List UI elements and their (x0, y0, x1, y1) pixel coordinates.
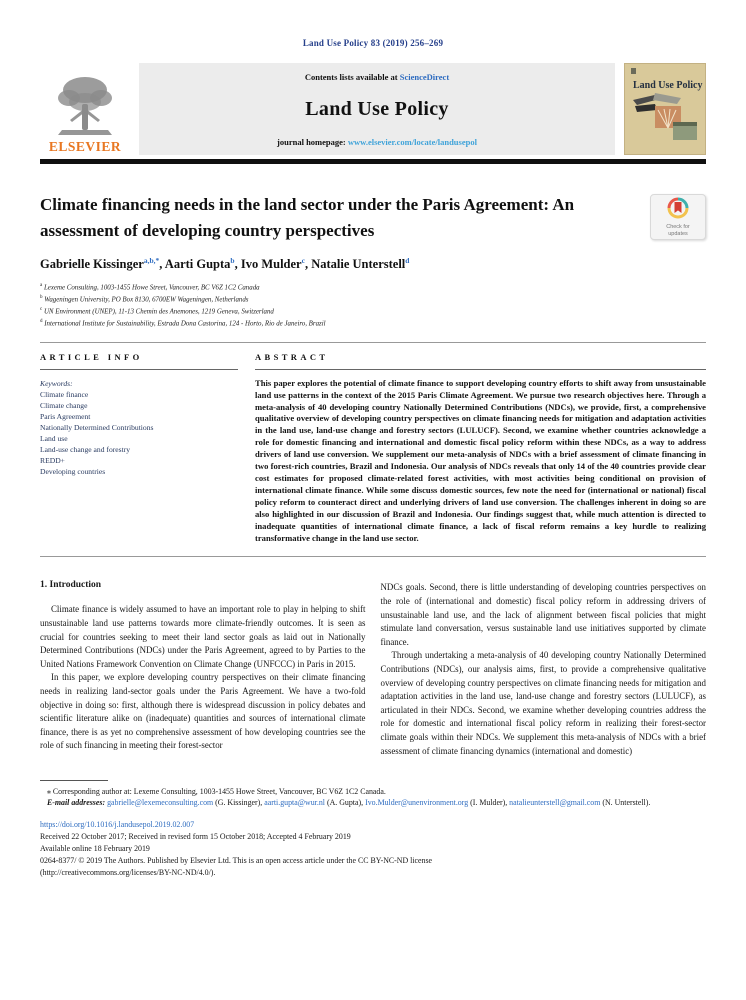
affiliation (40, 317, 706, 329)
author-list (40, 256, 706, 272)
svg-text:Land Use Policy: Land Use Policy (633, 80, 703, 91)
issn-copyright: 0264-8377/ © 2019 The Authors. Published by Elsevier Ltd. This is an open access article under the CC BY-NC-ND license (40, 856, 433, 866)
badge-label-line2: updates (668, 230, 688, 237)
keyword: Climate change (40, 400, 88, 410)
email-owner: (I. Mulder), (468, 798, 510, 808)
journal-masthead (139, 63, 615, 155)
sciencedirect-link[interactable]: ScienceDirect (399, 72, 450, 82)
author-separator: , (234, 257, 241, 272)
email-link[interactable]: Ivo.Mulder@unenvironment.org (365, 798, 469, 808)
keyword: Developing countries (40, 466, 106, 476)
author-name: Aarti Gupta (164, 257, 231, 272)
affiliation-text: Wageningen University, PO Box 8130, 6700EW Wageningen, Netherlands (42, 296, 249, 304)
elsevier-logo (40, 63, 130, 155)
email-owner: (A. Gupta), (324, 798, 366, 808)
body-paragraph: Climate finance is widely assumed to have an important role to play in helping to shift unsustainable land use patterns towards more climate-friendly outcomes. It is seen as crucial for countries seeking to meet their land sector goals as laid out in Nationally Determined Contributions (NDCs) under the Paris Agreement, agreed to by Parties to the United Nations Framework Convention on Climate Change (UNFCCC) in Paris in 2015. (40, 604, 366, 669)
column-rule (40, 369, 238, 370)
email-owner: (G. Kissinger), (213, 798, 265, 808)
body-right-column (381, 580, 707, 758)
column-rule (255, 369, 706, 370)
affiliation (40, 293, 706, 305)
keyword: Land use (40, 433, 68, 443)
contents-prefix: Contents lists available at (304, 72, 400, 82)
abstract-heading: ABSTRACT (255, 351, 329, 362)
publication-details (40, 819, 706, 880)
article-info-heading: ARTICLE INFO (40, 351, 143, 362)
info-abstract-section (40, 343, 706, 545)
affiliation-text: UN Environment (UNEP), 11-13 Chemin des Anemones, 1219 Geneva, Switzerland (42, 308, 274, 316)
received-dates: Received 22 October 2017; Received in revised form 15 October 2018; Accepted 4 February 2019 (40, 831, 351, 841)
keyword: Paris Agreement (40, 411, 91, 421)
author-name: Gabrielle Kissinger (40, 257, 144, 272)
elsevier-wordmark: ELSEVIER (48, 139, 122, 154)
body-columns (40, 580, 706, 758)
elsevier-tree-icon (54, 74, 116, 138)
affiliation-text: International Institute for Sustainability, Estrada Dona Castorina, 124 - Horto, Rio de Janeiro, Brazil (42, 320, 326, 328)
keyword: REDD+ (40, 455, 65, 465)
author-name: Ivo Mulder (240, 257, 302, 272)
body-paragraph: NDCs goals. Second, there is little understanding of developing countries perspectives on the role of (international and domestic) fiscal policy reform in addressing drivers of unsustainable land use, and the lack of alignment between fiscal policies that might stimulate land conversation, versus sustainable land use initiatives supported by climate finance. (380, 582, 706, 647)
affiliation-marker: a (40, 283, 43, 289)
keyword: Nationally Determined Contributions (40, 422, 154, 432)
affiliation (40, 281, 706, 293)
footnote-area (40, 780, 706, 879)
email-link[interactable]: natalieunterstell@gmail.com (509, 798, 601, 808)
author-separator: , (159, 257, 165, 272)
email-owner: (N. Unterstell). (600, 798, 651, 808)
available-online: Available online 18 February 2019 (40, 843, 150, 853)
affiliation (40, 305, 706, 317)
keyword: Land-use change and forestry (40, 444, 131, 454)
license-url: (http://creativecommons.org/licenses/BY-NC-ND/4.0/). (40, 868, 216, 878)
affiliation-marker: d (40, 318, 43, 324)
badge-label-line1: Check for (666, 223, 690, 230)
article-title: Climate financing needs in the land sector under the Paris Agreement: An assessment of developing country perspectives (40, 195, 575, 240)
abstract-column (255, 352, 706, 545)
author-affil-marker: b (230, 256, 235, 265)
author-name: Natalie Unterstell (311, 257, 406, 272)
journal-cover-art (625, 64, 705, 154)
email-label: E-mail addresses: (47, 798, 106, 808)
header-divider-bar (40, 159, 706, 164)
email-link[interactable]: gabrielle@lexemeconsulting.com (107, 798, 214, 808)
affiliation-marker: b (40, 295, 43, 301)
keyword: Climate finance (40, 389, 89, 399)
section-divider (40, 556, 706, 557)
body-paragraph: Through undertaking a meta-analysis of 40 developing country Nationally Determined Contributions (NDCs), our analysis aims, first, to provide a comprehensive qualitative overview of developing country perspectives on climate financing needs for mitigation and adaptation activities in the land use, land-use change and forestry sectors (LULUCF), as articulated in their NDCs. Second, we examine whether developing countries address the role for domestic and international fiscal policy reform in realizing their forest-sector climate goals within their NDCs. We supplement this meta-analysis of NDCs with a brief assessment of climate financing dynamics (international and domestic) (380, 650, 706, 756)
doi-link[interactable]: https://doi.org/10.1016/j.landusepol.2019.02.007 (40, 819, 195, 829)
journal-title: Land Use Policy (305, 98, 449, 120)
author-separator: , (304, 257, 312, 272)
check-for-updates-badge[interactable] (650, 194, 706, 240)
affiliation-text: Lexeme Consulting, 1003-1455 Howe Street, Vancouver, BC V6Z 1C2 Canada (42, 284, 260, 292)
email-link[interactable]: aarti.gupta@wur.nl (264, 798, 325, 808)
contents-line (149, 72, 605, 82)
abstract-text: This paper explores the potential of climate finance to support developing country efforts to shift away from unsustainable land use patterns in the context of the 2015 Paris Climate Agreement. We pursue two research objectives here. Through a meta-analysis of 40 developing country Nationally Determined Contributions (NDCs), we provide, first, a comprehensive qualitative overview of developing country perspectives on climate financing needs for mitigation and adaptation activities in the land use, land-use change and forestry sectors (LULUCF). Second, we examine whether countries acknowledge a role for domestic financing and international and domestic fiscal policy reform within these NDCs, as a way to address drivers of land use conversion. We supplement our meta-analysis of NDCs with a brief assessment of climate financing in two forest-rich countries, Brazil and Indonesia. Our analysis of NDCs reveals that only 14 of the 40 countries provide clear cost estimates for proposed climate-related forest activities, with most activities being conditional on provision of international climate finance. While some discuss domestic sources, few note the need for (international or national) fiscal policy reform to counteract direct and underlying drivers of land use conversion. The challenges inherent in doing so are also highlighted in our discussion of Brazil and Indonesia. Our findings suggest that, while much attention is directed to inadequate quantities of international climate finance, a lack of fiscal reform remains a key hurdle to realizing transformative change in the land use sector. (255, 377, 706, 543)
author-affil-marker: d (405, 256, 410, 265)
homepage-line (149, 137, 605, 147)
journal-homepage-link[interactable]: www.elsevier.com/locate/landusepol (347, 137, 477, 147)
body-left-column (40, 580, 366, 758)
body-paragraph: In this paper, we explore developing country perspectives on their climate financing needs in realizing land-sector goals under the Paris Agreement. We have a two-fold objective in doing so: first, although there is widespread discussion in policy debates and scientific literature alike on (inadequate) quantities and sources of international climate finance, there is as yet no comprehensive assessment of how developing countries see the role of such financing in meeting their forest-sector (40, 672, 366, 751)
section-heading-introduction: 1. Introduction (40, 580, 102, 591)
author-affil-marker: c (301, 256, 305, 265)
journal-header-band (40, 63, 706, 155)
journal-cover-thumbnail (624, 63, 706, 155)
footnote-divider (40, 780, 108, 781)
affiliation-marker: c (40, 306, 43, 312)
homepage-prefix: journal homepage: (277, 137, 348, 147)
journal-citation: Land Use Policy 83 (2019) 256–269 (302, 38, 444, 48)
email-addresses-note (40, 797, 706, 808)
affiliation-list (40, 281, 706, 329)
check-updates-icon (667, 197, 689, 224)
corresponding-author-note: ⁎ Corresponding author at: Lexeme Consulting, 1003-1455 Howe Street, Vancouver, BC V6Z 1C2 Canada. (47, 787, 386, 797)
author-affil-marker: a,b,* (143, 256, 160, 265)
keywords-label: Keywords: (40, 378, 73, 388)
article-info-column (40, 352, 238, 545)
